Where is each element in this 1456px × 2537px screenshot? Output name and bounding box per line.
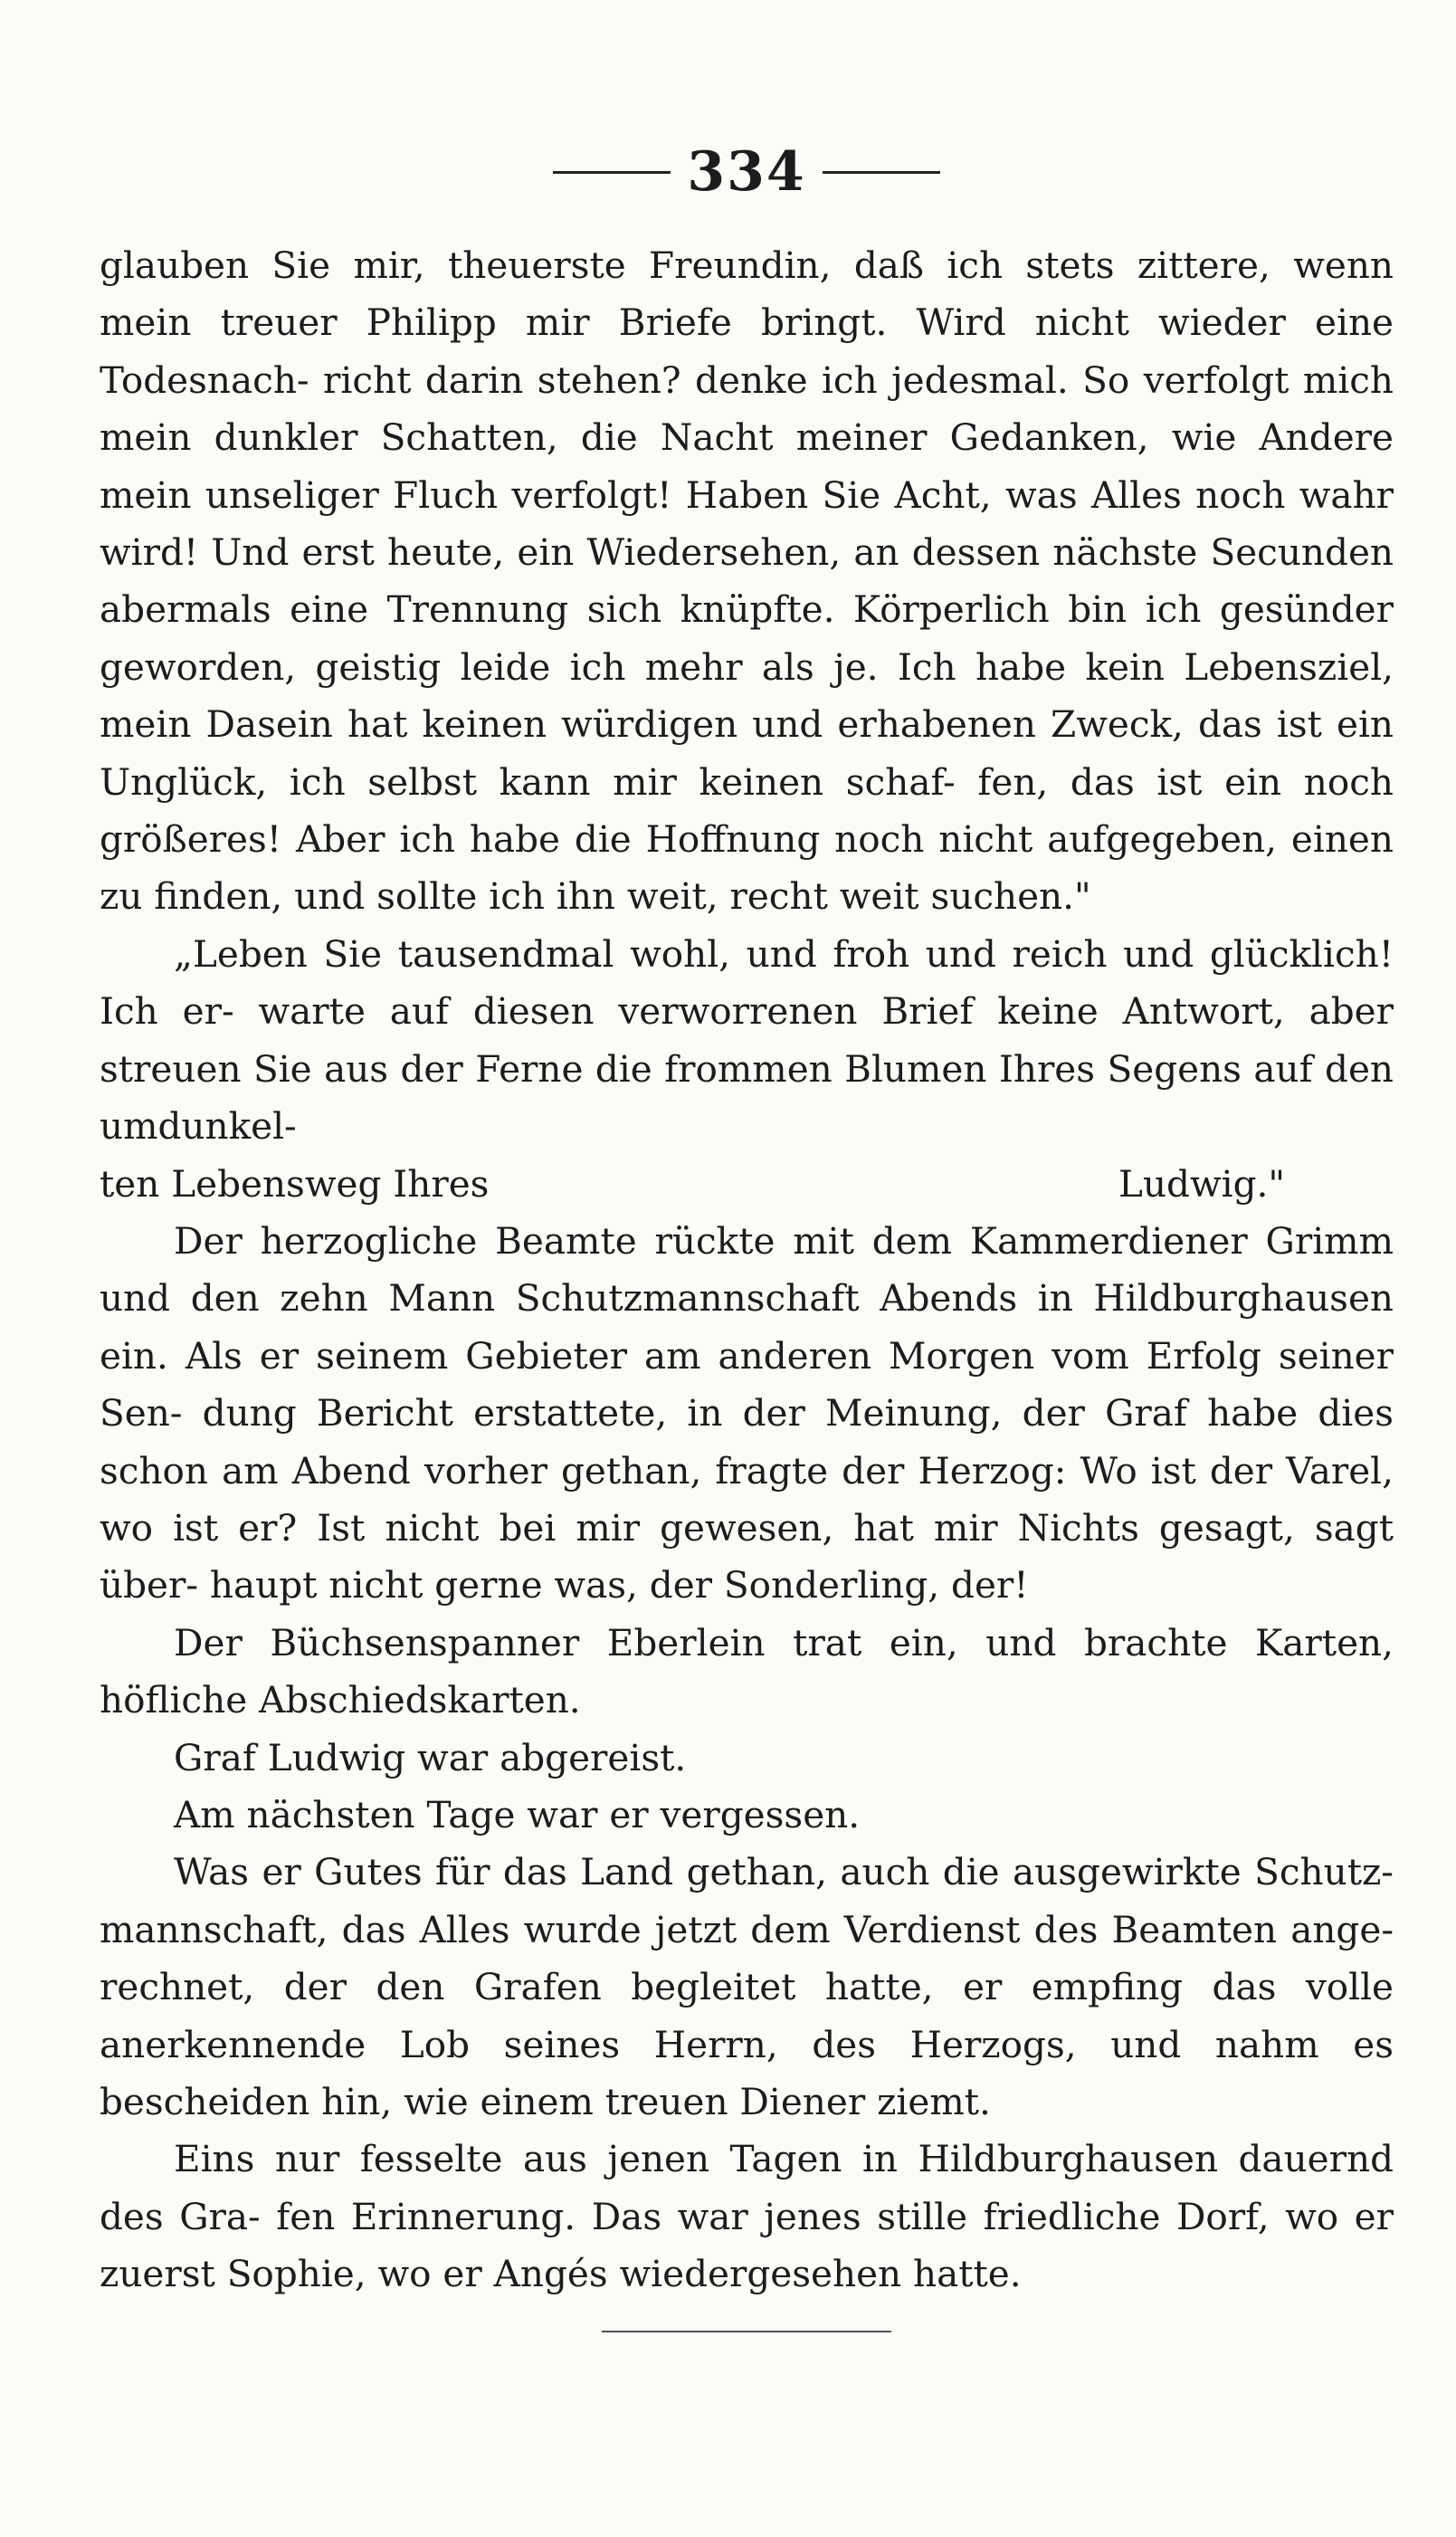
paragraph-5: Graf Ludwig war abgereist. <box>174 1735 687 1779</box>
text-line: ten Lebensweg Ihres <box>100 1161 490 1206</box>
text-line: verfolgt! Haben Sie Acht, was Alles noch wahr wird! Und erst heute, <box>100 472 1394 575</box>
page-number: 334 <box>687 140 806 204</box>
paragraph-6: Am nächsten Tage war er vergessen. <box>174 1792 861 1836</box>
text-line: ein Wiedersehen, an dessen nächste Secunden abermals eine Trennung <box>100 530 1394 632</box>
text-line: warte auf diesen verworrenen Brief keine Antwort, aber streuen Sie <box>100 989 1394 1091</box>
text-line: „Leben Sie tausendmal wohl, und froh und reich und glücklich! Ich er- <box>100 931 1394 1034</box>
text-line: aufgegeben, einen zu finden, und sollte ich ihn weit, recht weit suchen." <box>100 817 1394 919</box>
text-line: rechnet, der den Grafen begleitet hatte, er empfing das volle anerkennende <box>100 1965 1394 2066</box>
text-line: den zehn Mann Schutzmannschaft Abends in Hildburghausen ein. <box>100 1276 1394 1378</box>
text-line: sich knüpfte. Körperlich bin ich gesünder geworden, geistig leide ich <box>100 587 1394 689</box>
page-header <box>100 136 1394 208</box>
paragraph-1 <box>100 237 1394 926</box>
text-line: am Abend vorher gethan, fragte der Herzog: Wo ist der Varel, wo <box>100 1448 1394 1550</box>
text-line: glauben Sie mir, theuerste Freundin, daß ich stets zittere, wenn mein <box>100 243 1394 345</box>
paragraph-3 <box>100 1213 1394 1615</box>
text-line: treuer Philipp mir Briefe bringt. Wird nicht wieder eine Todesnach- <box>100 300 1394 402</box>
text-line: haupt nicht gerne was, der Sonderling, der! <box>209 1563 1029 1607</box>
paragraph-8 <box>100 2131 1394 2303</box>
text-line: und erhabenen Zweck, das ist ein Unglück, ich selbst kann mir keinen schaf- <box>100 702 1394 804</box>
text-line: Der Büchsenspanner Eberlein trat ein, und brachte Karten, höfliche <box>100 1620 1394 1722</box>
text-line: Abschiedskarten. <box>259 1678 581 1722</box>
text-line: Lob seines Herrn, des Herzogs, und nahm es bescheiden hin, wie einem <box>100 2022 1394 2123</box>
book-page <box>100 136 1394 2332</box>
text-line: Eins nur fesselte aus jenen Tagen in Hildburghausen dauernd des Gra- <box>100 2137 1394 2238</box>
paragraph-4 <box>100 1615 1394 1730</box>
text-line: mannschaft, das Alles wurde jetzt dem Verdienst des Beamten ange- <box>100 1907 1394 1951</box>
header-rule-left <box>553 171 671 174</box>
paragraph-7 <box>100 1844 1394 2131</box>
body-text <box>100 237 1394 2303</box>
text-line: Schatten, die Nacht meiner Gedanken, wie Andere mein unseliger Fluch <box>100 415 1394 517</box>
text-line: richt darin stehen? denke ich jedesmal. So verfolgt mich mein dunkler <box>100 358 1394 460</box>
text-line: ist er? Ist nicht bei mir gewesen, hat mir Nichts gesagt, sagt über- <box>100 1505 1394 1607</box>
text-line: treuen Diener ziemt. <box>604 2080 991 2123</box>
paragraph-2 <box>100 926 1394 1156</box>
signature-line <box>100 1156 1394 1213</box>
text-line: mehr als je. Ich habe kein Lebensziel, mein Dasein hat keinen würdigen <box>100 644 1394 747</box>
text-line: Sophie, wo er Angés wiedergesehen hatte. <box>226 2252 1022 2296</box>
text-line: aus der Ferne die frommen Blumen Ihres Segens auf den umdunkel- <box>100 1046 1394 1149</box>
end-rule <box>602 2331 891 2332</box>
text-line: Als er seinem Gebieter am anderen Morgen vom Erfolg seiner Sen- <box>100 1333 1394 1435</box>
text-line: Der herzogliche Beamte rückte mit dem Kammerdiener Grimm und <box>100 1218 1394 1321</box>
text-line: Was er Gutes für das Land gethan, auch die ausgewirkte Schutz- <box>174 1850 1394 1894</box>
header-rule-right <box>823 171 940 174</box>
text-line: dung Bericht erstattete, in der Meinung, der Graf habe dies schon <box>100 1391 1394 1493</box>
text-line: fen Erinnerung. Das war jenes stille friedliche Dorf, wo er zuerst <box>100 2194 1394 2296</box>
text-line: fen, das ist ein noch größeres! Aber ich habe die Hoffnung noch nicht <box>100 759 1394 862</box>
signature: Ludwig." <box>1118 1161 1285 1206</box>
